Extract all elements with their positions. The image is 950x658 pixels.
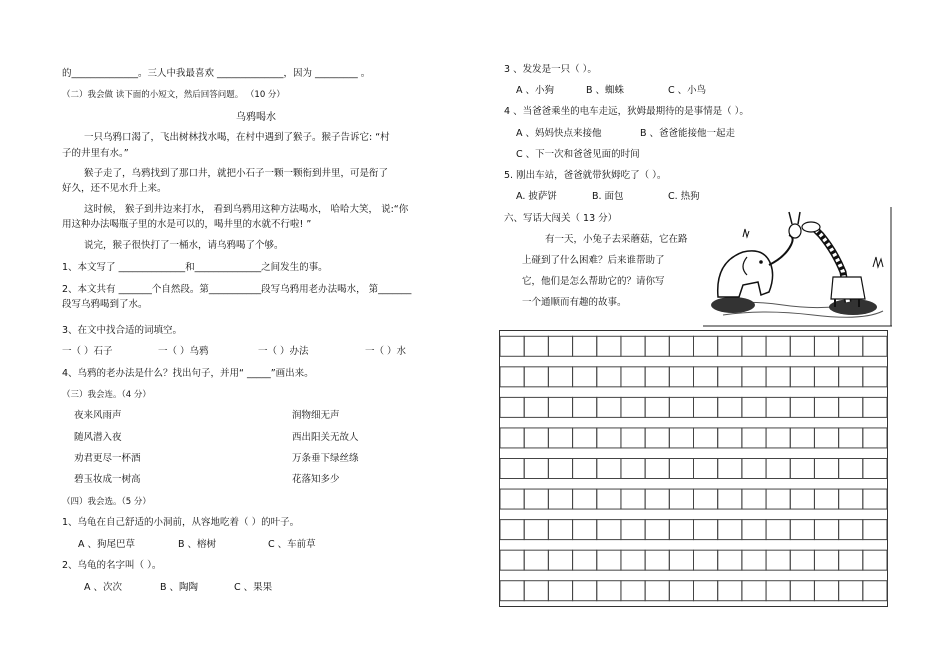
grid-cell[interactable]	[597, 581, 621, 601]
grid-cell[interactable]	[814, 428, 838, 448]
grid-cell[interactable]	[742, 581, 766, 601]
grid-cell[interactable]	[694, 336, 718, 356]
question-2a: 2、本文共有 _______个自然段。第___________段写乌鸦用老办法喝水， 第_______	[62, 284, 412, 295]
grid-cell[interactable]	[597, 367, 621, 387]
r-q4-option-a: A 、妈妈快点来接他	[516, 128, 602, 139]
grid-cell[interactable]	[694, 550, 718, 570]
grid-cell[interactable]	[863, 336, 887, 356]
grid-cell[interactable]	[742, 489, 766, 509]
grid-cell[interactable]	[839, 520, 863, 540]
grid-cell[interactable]	[597, 397, 621, 417]
writing-grid[interactable]	[499, 330, 888, 607]
s4-q1-option-a: A 、狗尾巴草	[78, 539, 136, 550]
grid-cell[interactable]	[597, 428, 621, 448]
grid-cell[interactable]	[524, 336, 548, 356]
grid-cell[interactable]	[500, 520, 524, 540]
r-question-5: 5. 刚出车站，爸爸就带狄姆吃了（ ）。	[504, 170, 667, 181]
grid-cell[interactable]	[500, 428, 524, 448]
grid-cell[interactable]	[742, 367, 766, 387]
grid-cell[interactable]	[645, 520, 669, 540]
grid-cell[interactable]	[621, 550, 645, 570]
grid-cell[interactable]	[669, 520, 693, 540]
paragraph-3a: 这时候， 猴子到井边来打水， 看到乌鸦用这种方法喝水， 哈哈大笑， 说:“你	[84, 204, 409, 215]
match-right-1: 润物细无声	[292, 410, 340, 421]
grid-cell[interactable]	[645, 428, 669, 448]
grid-cell[interactable]	[814, 397, 838, 417]
grid-cell[interactable]	[790, 459, 814, 479]
grid-cell[interactable]	[548, 428, 572, 448]
grid-cell[interactable]	[839, 428, 863, 448]
grid-cell[interactable]	[500, 489, 524, 509]
s4-q2-option-a: A 、次次	[84, 582, 123, 593]
grid-cell[interactable]	[863, 550, 887, 570]
grid-cell[interactable]	[814, 489, 838, 509]
match-left-4: 碧玉妆成一树高	[74, 474, 141, 485]
grid-cell[interactable]	[645, 489, 669, 509]
grid-cell[interactable]	[597, 459, 621, 479]
grid-cell[interactable]	[597, 489, 621, 509]
r-q5-option-b: B. 面包	[592, 191, 624, 202]
grid-cell[interactable]	[839, 550, 863, 570]
grid-cell[interactable]	[500, 336, 524, 356]
grid-cell[interactable]	[621, 397, 645, 417]
grid-cell[interactable]	[524, 459, 548, 479]
grid-cell[interactable]	[814, 520, 838, 540]
grid-cell[interactable]	[573, 397, 597, 417]
grid-cell[interactable]	[621, 581, 645, 601]
grid-cell[interactable]	[669, 550, 693, 570]
grid-cell[interactable]	[524, 397, 548, 417]
grid-cell[interactable]	[548, 336, 572, 356]
paragraph-2a: 猴子走了，乌鸦找到了那口井，就把小石子一颗一颗衔到井里，可是衔了	[84, 168, 389, 179]
grid-cell[interactable]	[694, 581, 718, 601]
grid-cell[interactable]	[766, 367, 790, 387]
grid-cell[interactable]	[766, 336, 790, 356]
grid-cell[interactable]	[839, 336, 863, 356]
grid-cell[interactable]	[669, 367, 693, 387]
r-q3-option-a: A 、小狗	[516, 85, 555, 96]
s4-q2-option-c: C 、果果	[234, 582, 273, 593]
q3-blank-3: 一（ ）办法	[258, 346, 309, 357]
grid-cell[interactable]	[839, 397, 863, 417]
grid-cell[interactable]	[694, 428, 718, 448]
section-2-header: （二）我会做 读下面的小短文，然后回答问题。 （10 分）	[62, 90, 285, 100]
line-1: 的______________。三人中我最喜欢 ______________，因为 _________ 。	[62, 68, 371, 79]
r-question-4: 4 、当爸爸乘坐的电车走远，狄姆最期待的是事情是（ ）。	[504, 106, 749, 117]
grid-cell[interactable]	[790, 581, 814, 601]
grid-cell[interactable]	[500, 581, 524, 601]
grid-cell[interactable]	[766, 428, 790, 448]
grid-cell[interactable]	[839, 367, 863, 387]
grid-cell[interactable]	[694, 489, 718, 509]
grid-cell[interactable]	[645, 459, 669, 479]
grid-cell[interactable]	[863, 397, 887, 417]
grid-cell[interactable]	[500, 459, 524, 479]
grid-cell[interactable]	[669, 397, 693, 417]
grid-cell[interactable]	[814, 367, 838, 387]
grid-cell[interactable]	[669, 489, 693, 509]
paragraph-2b: 好久，还不见水升上来。	[62, 183, 167, 194]
grid-cell[interactable]	[718, 428, 742, 448]
grid-cell[interactable]	[718, 397, 742, 417]
grid-cell[interactable]	[790, 367, 814, 387]
grid-cell[interactable]	[742, 397, 766, 417]
match-left-3: 劝君更尽一杯酒	[74, 453, 141, 464]
grid-cell[interactable]	[645, 367, 669, 387]
grid-cell[interactable]	[573, 550, 597, 570]
grid-cell[interactable]	[597, 336, 621, 356]
grid-cell[interactable]	[645, 581, 669, 601]
grid-cell[interactable]	[863, 489, 887, 509]
grid-cell[interactable]	[742, 428, 766, 448]
q3-blank-1: 一（ ）石子	[62, 346, 113, 357]
grid-cell[interactable]	[790, 397, 814, 417]
grid-cell[interactable]	[790, 520, 814, 540]
grid-cell[interactable]	[621, 367, 645, 387]
grid-cell[interactable]	[863, 459, 887, 479]
paragraph-1a: 一只乌鸦口渴了，飞出树林找水喝，在村中遇到了猴子。猴子告诉它: “村	[84, 132, 390, 143]
r-q4-option-b: B 、爸爸能接他一起走	[640, 128, 736, 139]
grid-cell[interactable]	[573, 581, 597, 601]
grid-cell[interactable]	[718, 367, 742, 387]
question-1: 1、本文写了 ______________和______________之间发生的事。	[62, 262, 328, 273]
writing-prompt-2: 上碰到了什么困难？后来谁帮助了	[522, 255, 665, 266]
grid-cell[interactable]	[621, 428, 645, 448]
paragraph-4: 说完，猴子很快打了一桶水，请乌鸦喝了个够。	[84, 240, 284, 251]
r-q4-option-c: C 、下一次和爸爸见面的时间	[516, 149, 640, 160]
grid-cell[interactable]	[524, 550, 548, 570]
s4-q1-option-c: C 、车前草	[268, 539, 316, 550]
grid-cell[interactable]	[766, 550, 790, 570]
grid-cell[interactable]	[718, 336, 742, 356]
grid-cell[interactable]	[524, 520, 548, 540]
grid-cell[interactable]	[669, 336, 693, 356]
grid-cell[interactable]	[621, 459, 645, 479]
q3-blank-4: 一（ ）水	[365, 346, 407, 357]
grid-cell[interactable]	[524, 581, 548, 601]
r-q5-option-a: A. 披萨饼	[516, 191, 557, 202]
s4-q1-option-b: B 、榕树	[178, 539, 217, 550]
grid-cell[interactable]	[694, 397, 718, 417]
grid-cell[interactable]	[839, 489, 863, 509]
grid-cell[interactable]	[645, 336, 669, 356]
grid-cell[interactable]	[718, 550, 742, 570]
grid-cell[interactable]	[863, 520, 887, 540]
grid-cell[interactable]	[548, 397, 572, 417]
grid-cell[interactable]	[573, 489, 597, 509]
section-6-header: 六、写话大闯关（ 13 分）	[504, 213, 618, 224]
r-question-3: 3 、发发是一只（ ）。	[504, 64, 597, 75]
grid-cell[interactable]	[645, 550, 669, 570]
grid-cell[interactable]	[694, 459, 718, 479]
grid-cell[interactable]	[863, 367, 887, 387]
grid-cell[interactable]	[573, 520, 597, 540]
grid-cell[interactable]	[645, 397, 669, 417]
section-4-header: （四）我会选。（5 分）	[62, 497, 151, 507]
grid-cell[interactable]	[766, 520, 790, 540]
r-q5-option-c: C. 热狗	[668, 191, 700, 202]
grid-cell[interactable]	[621, 520, 645, 540]
grid-cell[interactable]	[790, 336, 814, 356]
grid-cell[interactable]	[814, 459, 838, 479]
match-right-2: 西出阳关无故人	[292, 432, 359, 443]
writing-prompt-4: 一个通顺而有趣的故事。	[522, 297, 627, 308]
grid-cell[interactable]	[524, 367, 548, 387]
match-right-3: 万条垂下绿丝绦	[292, 453, 359, 464]
grid-cell[interactable]	[790, 550, 814, 570]
story-illustration	[703, 207, 892, 327]
grid-cell[interactable]	[500, 397, 524, 417]
grid-cell[interactable]	[524, 428, 548, 448]
grid-cell[interactable]	[790, 489, 814, 509]
grid-cell[interactable]	[548, 550, 572, 570]
grid-cell[interactable]	[548, 520, 572, 540]
grid-cell[interactable]	[766, 397, 790, 417]
match-right-4: 花落知多少	[292, 474, 340, 485]
grid-cell[interactable]	[718, 581, 742, 601]
grid-cell[interactable]	[766, 459, 790, 479]
question-2b: 段写乌鸦喝到了水。	[62, 299, 148, 310]
question-4: 4、乌鸦的老办法是什么？找出句子，并用“ _____”画出来。	[62, 368, 314, 379]
grid-cell[interactable]	[500, 550, 524, 570]
story-title: 乌鸦喝水	[236, 112, 276, 123]
grid-cell[interactable]	[669, 581, 693, 601]
grid-cell[interactable]	[839, 581, 863, 601]
s4-question-2: 2、乌龟的名字叫（ ）。	[62, 560, 162, 571]
grid-cell[interactable]	[669, 428, 693, 448]
grid-cell[interactable]	[621, 489, 645, 509]
grid-cell[interactable]	[718, 489, 742, 509]
grid-cell[interactable]	[863, 581, 887, 601]
grid-cell[interactable]	[621, 336, 645, 356]
grid-cell[interactable]	[694, 520, 718, 540]
grid-cell[interactable]	[742, 520, 766, 540]
grid-cell[interactable]	[814, 336, 838, 356]
s4-q2-option-b: B 、陶陶	[160, 582, 199, 593]
paragraph-1b: 子的井里有水。”	[62, 148, 129, 159]
grid-cell[interactable]	[548, 581, 572, 601]
match-left-2: 随风潜入夜	[74, 432, 122, 443]
grid-cell[interactable]	[814, 550, 838, 570]
grid-cell[interactable]	[548, 489, 572, 509]
grid-cell[interactable]	[524, 489, 548, 509]
grid-cell[interactable]	[573, 336, 597, 356]
grid-cell[interactable]	[790, 428, 814, 448]
grid-cell[interactable]	[669, 459, 693, 479]
grid-cell[interactable]	[742, 550, 766, 570]
match-left-1: 夜来风雨声	[74, 410, 122, 421]
paragraph-3b: 用这种办法喝瓶子里的水是可以的，喝井里的水就不行啦! ”	[62, 219, 312, 230]
grid-cell[interactable]	[573, 367, 597, 387]
grid-cell[interactable]	[814, 581, 838, 601]
r-q3-option-c: C 、小鸟	[668, 85, 707, 96]
grid-cell[interactable]	[718, 459, 742, 479]
writing-prompt-3: 它，他们是怎么帮助它的？请你写	[522, 276, 665, 287]
r-q3-option-b: B 、蜘蛛	[586, 85, 625, 96]
grid-cell[interactable]	[718, 520, 742, 540]
s4-question-1: 1、乌龟在自己舒适的小洞前，从容地吃着（ ）的叶子。	[62, 517, 300, 528]
grid-cell[interactable]	[742, 459, 766, 479]
grid-cell[interactable]	[597, 520, 621, 540]
grid-cell[interactable]	[573, 459, 597, 479]
grid-cell[interactable]	[597, 550, 621, 570]
writing-prompt-1: 有一天，小兔子去采蘑菇，它在路	[545, 234, 688, 245]
q3-blank-2: 一（ ）乌鸦	[158, 346, 209, 357]
question-3: 3、在文中找合适的词填空。	[62, 325, 183, 336]
grid-cell[interactable]	[548, 367, 572, 387]
grid-cell[interactable]	[742, 336, 766, 356]
grid-cell[interactable]	[766, 581, 790, 601]
grid-cell[interactable]	[548, 459, 572, 479]
grid-cell[interactable]	[573, 428, 597, 448]
section-3-header: （三）我会连。（4 分）	[62, 390, 151, 400]
grid-cell[interactable]	[500, 367, 524, 387]
grid-cell[interactable]	[863, 428, 887, 448]
grid-cell[interactable]	[839, 459, 863, 479]
grid-cell[interactable]	[766, 489, 790, 509]
grid-cell[interactable]	[694, 367, 718, 387]
